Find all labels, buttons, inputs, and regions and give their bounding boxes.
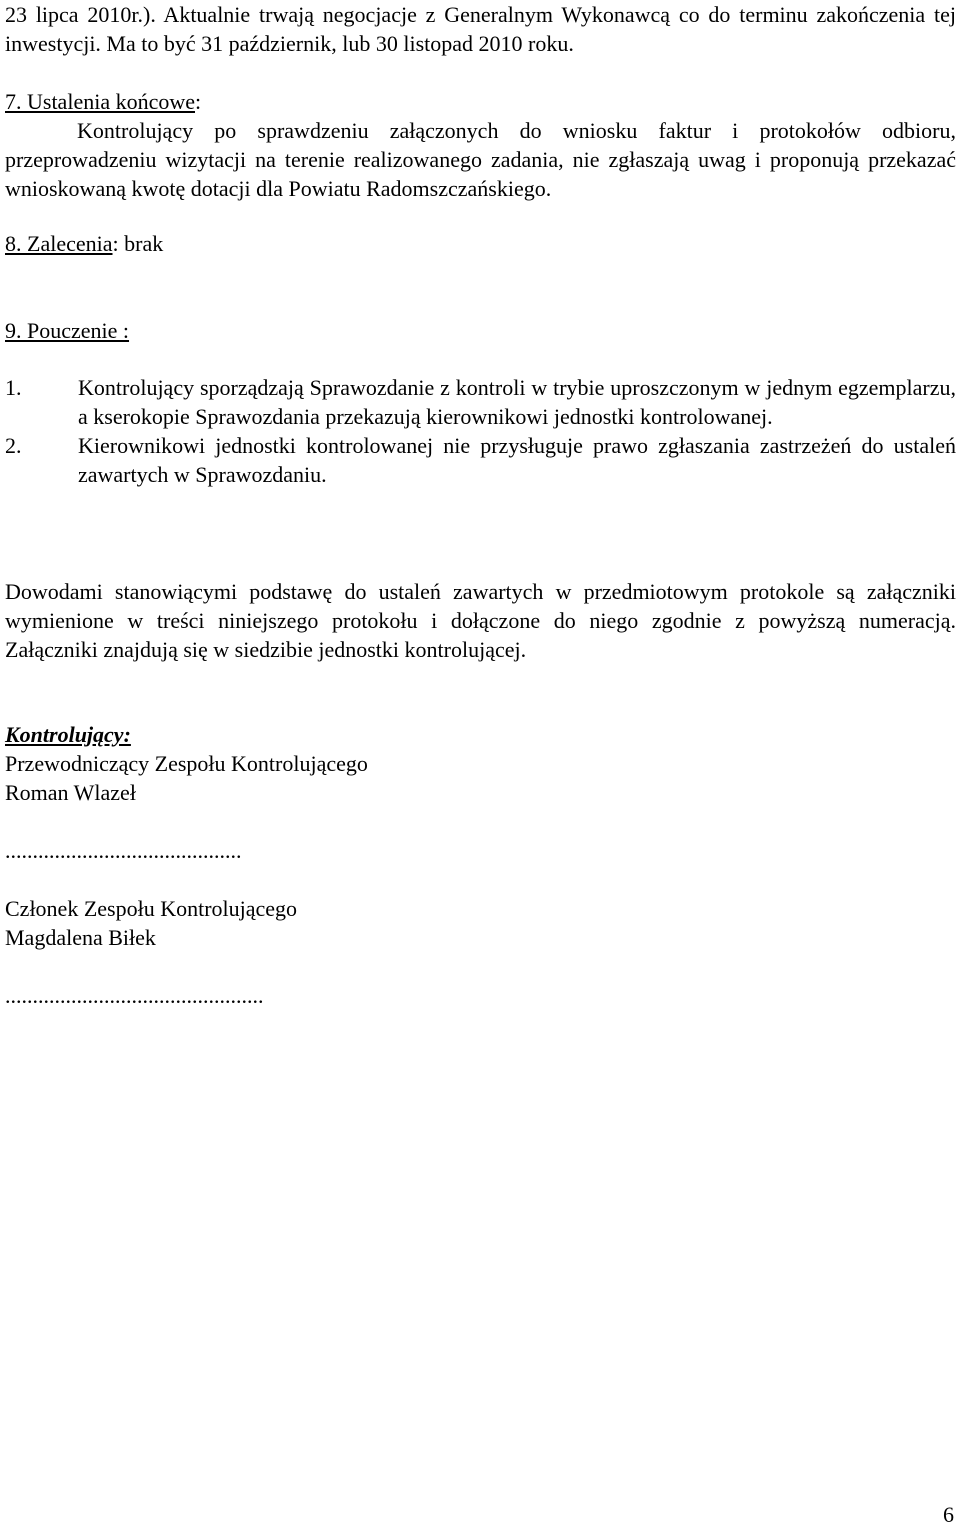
section-8 — [5, 229, 956, 258]
chair-name: Roman Wlazeł — [5, 780, 136, 805]
section-7-colon: : — [195, 89, 202, 114]
section-7-body: Kontrolujący po sprawdzeniu załączonych do wniosku faktur i protokołów odbioru, przeprowadzeniu wizytacji na terenie realizowanego zadania, nie zgłaszają uwag i proponują przekazać wnioskowaną kwotę dotacji dla Powiatu Radomszczańskiego. — [5, 118, 956, 201]
section-8-number: 8. — [5, 231, 22, 256]
section-7-heading — [5, 87, 956, 116]
list-item-text: Kontrolujący sporządzają Sprawozdanie z kontroli w trybie uproszczonym w jednym egzemplarzu, a kserokopie Sprawozdania przekazują kierownikowi jednostki kontrolowanej. — [78, 375, 956, 429]
list-item — [5, 373, 956, 431]
intro-paragraph: 23 lipca 2010r.). Aktualnie trwają negocjacje z Generalnym Wykonawcą co do terminu zakończenia tej inwestycji. Ma to być 31 październik, lub 30 listopad 2010 roku. — [5, 2, 956, 56]
chair-role: Przewodniczący Zespołu Kontrolującego — [5, 751, 368, 776]
chair-signature-line: ........................................... — [5, 838, 242, 863]
section-7-title: Ustalenia końcowe — [27, 89, 195, 114]
section-8-title: Zalecenia — [27, 231, 113, 256]
signatures-heading: Kontrolujący: — [5, 722, 131, 747]
section-9-number: 9. — [5, 318, 22, 343]
pouczenie-list — [5, 373, 956, 489]
signatures — [5, 720, 956, 1010]
section-9-title: Pouczenie : — [27, 318, 130, 343]
list-item-number: 2. — [5, 433, 22, 458]
member-role: Członek Zespołu Kontrolującego — [5, 896, 298, 921]
list-item-number: 1. — [5, 375, 22, 400]
section-7-number: 7. — [5, 89, 22, 114]
section-9-heading — [5, 316, 956, 345]
member-name: Magdalena Biłek — [5, 925, 156, 950]
page-number: 6 — [943, 1502, 954, 1527]
list-item-text: Kierownikowi jednostki kontrolowanej nie przysługuje prawo zgłaszania zastrzeżeń do ustaleń zawartych w Sprawozdaniu. — [78, 433, 956, 487]
evidence-paragraph: Dowodami stanowiącymi podstawę do ustaleń zawartych w przedmiotowym protokole są załączniki wymienione w treści niniejszego protokołu i dołączone do niego zgodnie z powyższą numeracją. Załączniki znajdują się w siedzibie jednostki kontrolującej. — [5, 579, 956, 662]
section-7 — [5, 87, 956, 203]
section-8-rest: : brak — [112, 231, 164, 256]
section-8-heading — [5, 231, 113, 256]
list-item — [5, 431, 956, 489]
member-signature-line: ............................................... — [5, 983, 264, 1008]
